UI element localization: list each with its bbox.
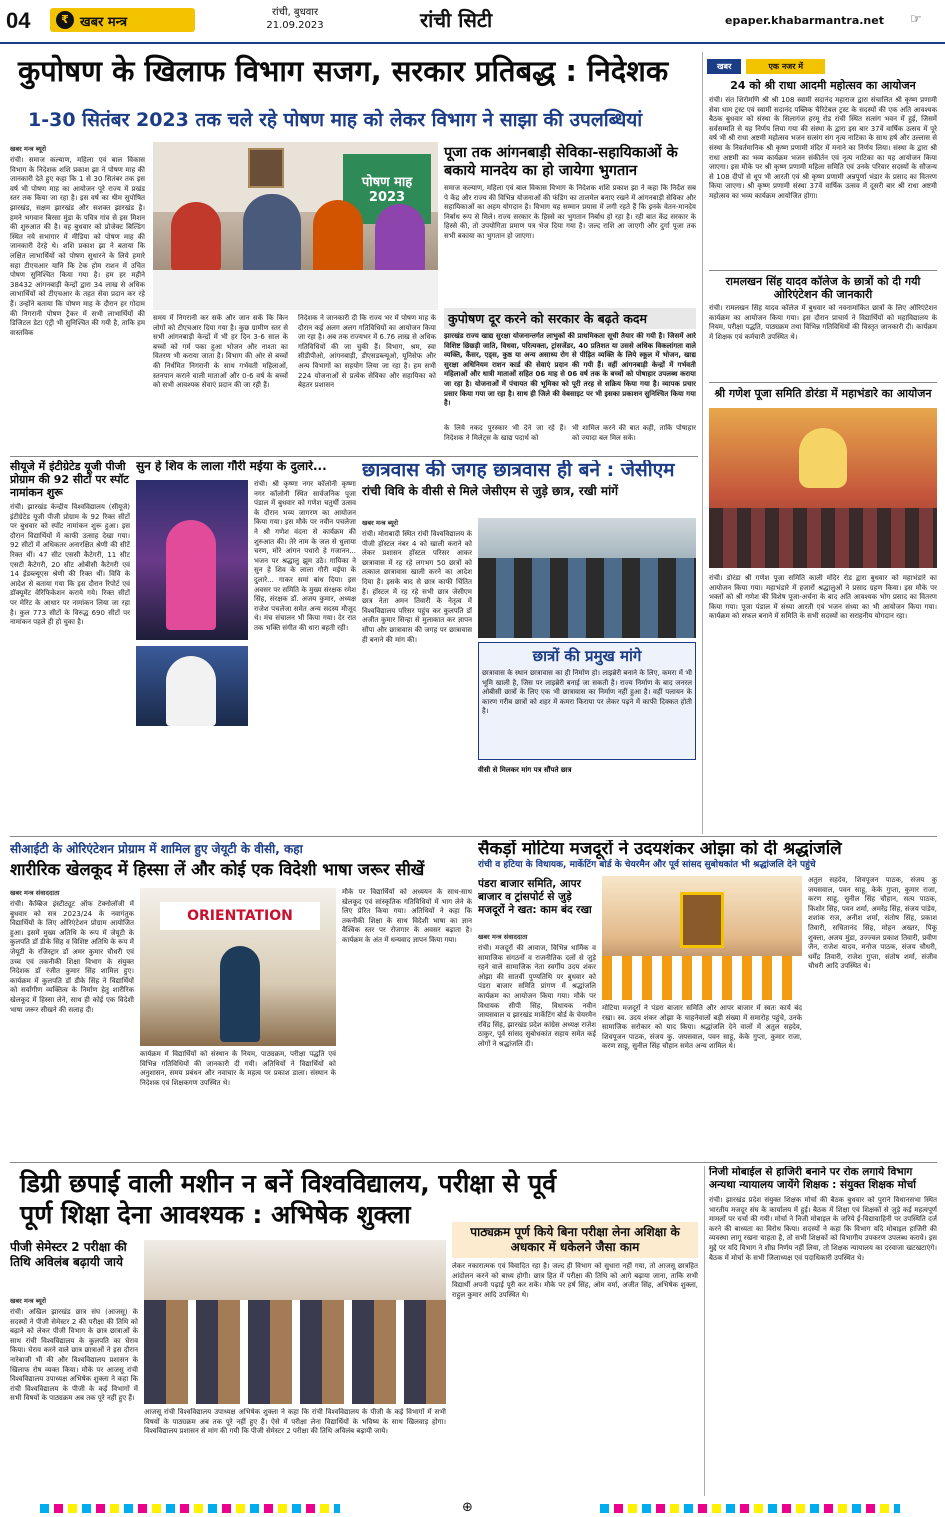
footer-color-dots-right	[600, 1504, 900, 1513]
lead-col-1: रांची। समाज कल्याण, महिला एवं बाल विकास विभाग के निदेशक शशि प्रकाश झा ने पोषण माह की जानकारी देते हुए कहा कि 1 से 30 सितंबर तक इस वर्ष भी पोषण माह का आयोजन पूरे राज्य में प्रखंड स्तर तक किया जा रहा है। इस वर्ष का थीम सुपोषित झारखंड, सक्षम झारखंड और सशक्त झारखंड है। हमने भगवान बिरसा मुंडा के पवित्र गांव से इस मिशन की शुरुआत की है। वह बुधवार को प्रोजेक्ट बिल्डिंग स्थित नये सभागार में मीडिया को पोषण माह की जानकारी देरहे थे। शशि प्रकाश झा ने बताया कि लक्षित लाभार्थियों को पोषण सुधारने के लिये हमारे सहा टीएचआर यानि कि टेक होम राशन में उचित पोषण सुनिश्चित किया गया है। हम हर महीने 38432 आंगनबाड़ी केन्द्रों द्वारा 34 लाख से अधिक लाभार्थियों को टीएचआर के तहत सेवा प्रदान कर रहे हैं। उन्होंने बताया कि पोषण माह के दौरान हर गोदाम की निगरानी पोषण ट्रैकर में सभी लाभार्थियों की डिजिटल डेटा एंट्री भी सुनिश्चित की गयी है, ताकि हम वास्तविक	[10, 156, 145, 337]
lead-photo	[153, 142, 438, 310]
degree-headline: डिग्री छपाई वाली मशीन न बनें विश्वविद्यालय, परीक्षा से पूर्व पूर्ण शिक्षा देना आवश्यक : अभिषेक शुक्ला	[20, 1169, 557, 1229]
photo-crowd	[709, 508, 937, 568]
photo-portrait-frame	[248, 148, 284, 188]
footer-color-dots	[40, 1504, 340, 1513]
sidebar-label	[707, 54, 937, 72]
ojha-body-3: अतुल सहदेव, शिवपूजन पाठक, संजय कु जयसवाल, पवन साहू, केके गुप्ता, कुमार राजा, करण साहू, सुनील सिंह चौहान, सत्य पाठक, किशोर सिंह, पवन शर्मा, अमरेंद्र सिंह, संजय पांडेय, शशांक राज, अनीश शर्मा, संतोष सिंह, प्रकाश तिवारी, सचितानंद सिंह, मोहन अख्तर, पिंकू शुक्ला, अजय मुंडा, उज्ज्वल प्रकाश तिवारी, प्रवीण जैन, राजेश यादव, मनोज पाठक, संजय चौधरी, धर्मेंद्र तिवारी, राजेश गुप्ता, संतोष शर्मा, संजीव चौधरी आदि उपस्थित थे।	[808, 876, 937, 971]
sidebar-s2-body: रांची। रामलखन सिंह यादव कॉलेज में बुधवार को नवनामांकित छात्रों के लिए ओरिएंटेशन कार्यक्रम का आयोजन किया गया। इस दौरान प्राचार्य ने विद्यार्थियों को महाविद्यालय के नियम, परीक्षा पद्धति, पाठ्यक्रम तथा विभिन्न गतिविधियों की विस्तृत जानकारी दी। कार्यक्रम में शिक्षक एवं कर्मचारी उपस्थित थे।	[709, 304, 937, 341]
photo-singer	[166, 520, 216, 630]
epaper-link[interactable]: epaper.khabarmantra.net	[725, 14, 884, 27]
hostel-photo	[478, 518, 696, 638]
pointer-icon: ☞	[910, 12, 922, 27]
lead-col-3: निदेशक ने जानकारी दी कि राज्य भर में पोषण माह के दौरान कई अलग अलग गतिविधियों का आयोजन किया जा रहा है। अब तक राज्यभर में 6.76 लाख से अधिक गतिविधियों की जा चुकी हैं। विभाग, श्रम, स्वा सीडीपीओ, आंगनबाड़ी, डीएसडब्ल्यूओ, यूनिसेफ और अन्य विभागों का सहयोग लिया जा रहा है। हम सभी 224 योजनाओं से प्रत्येक सेविका और सहायिका को बेहतर प्रशासन	[298, 314, 436, 390]
divider	[10, 1162, 937, 1163]
orient-body-3: मौके पर विद्यार्थियों को अध्ययन के साथ-साथ खेलकूद एवं सांस्कृतिक गतिविधियों में भाग लेने के लिए प्रेरित किया गया। अतिथियों ने कहा कि तकनीकी शिक्षा के साथ विदेशी भाषा का ज्ञान वैश्विक स्तर पर रोजगार के अवसर बढ़ाता है। कार्यक्रम के अंत में धन्यवाद ज्ञापन किया गया।	[342, 888, 472, 944]
footer-strip	[0, 1500, 945, 1517]
section-title: रांची सिटी	[420, 8, 493, 32]
ojha-photo	[602, 876, 802, 1000]
degree-side-head: पीजी सेमेस्टर 2 परीक्षा की तिथि अविलंब बढ़ायी जाये	[10, 1240, 127, 1269]
lead-story	[10, 52, 698, 452]
divider	[10, 836, 937, 837]
lead-byline: खबर मन्त्र ब्यूरो	[10, 145, 47, 153]
lead-col-2: समय में निगरानी कर सकें और जान सकें कि किन लोगों को टीएचआर दिया गया है। कुछ ग्रामीण स्तर से सभी आंगनबाड़ी केन्द्रों में भी हर दिन 3-6 साल के बच्चों को गर्म पका हुआ भोजन और नाश्ता का वितरण भी कराया जाता है। विभाग की ओर से बच्चों की निर्धमित निगरानी के साथ गर्भवती महिलाओं, स्तनपान कराने वाली माताओं और 0-6 वर्ष के बच्चों को सभी आवश्यक सेवाएं प्रदान की जा रही हैं।	[153, 314, 288, 390]
photo-group	[478, 558, 696, 638]
divider	[10, 456, 698, 457]
brand-name: खबर मन्त्र	[80, 15, 128, 30]
orient-story	[10, 840, 472, 1158]
mandey-story	[444, 144, 696, 304]
degree-body: रांची। अखिल झारखंड छात्र संघ (आजसू) के सदस्यों ने पीजी सेमेस्टर 2 की परीक्षा की तिथि को बढ़ाने को लेकर पीजी विभाग के छात्र छात्राओं के साथ रांची विश्वविद्यालय के कुलपति का घेराव किया। घेराव करने वाले छात्र छात्राओं ने इस दौरान नारेबाजी भी की और विश्वविद्यालय प्रशासन के खिलाफ रोष व्यक्त किया। मौके पर आजसू रांची विश्वविद्यालय उपाध्यक्ष अभिषेक शुक्ला ने कहा कि रांची विश्वविद्यालय के पीजी के कई विभागों में सभी विषयों के पाठ्यक्रम अब तक पूरे नहीं हुए हैं।	[10, 1308, 138, 1403]
sidebar-label-khabar: खबर	[707, 59, 741, 74]
hostel-headline: छात्रवास की जगह छात्रवास ही बने : जेसीएम	[362, 460, 675, 481]
pg-body: रांची। झारखंड केन्द्रीय विश्वविद्यालय (सीयूजे) इंटीग्रेटेड यूजी पीजी प्रोग्राम के 92 रिक्त सीटों पर बुधवार को स्पॉट नामांकन शुरू हुआ। इस दौरान विद्यार्थियों में काफी उत्साह देखा गया। 92 सीटों में अधिकतर अनारक्षित श्रेणी की सीटें रिक्त थीं। 47 सीट एससी कैटेगरी, 11 सीट एसटी कैटेगरी, 20 सीट ओबीसी कैटेगरी एवं 14 ईडब्ल्यूएस श्रेणी की रिक्त थीं। विवि के आदेश से बताया गया कि इस दौरान रिपोर्ट एवं डॉक्यूमेंट वेरिफिकेशन कराये गये। रिक्त सीटों पर मेरिट के आधार पर नामांकन लिया जा रहा है। कुल 773 सीटों के विरुद्ध 690 सीटों पर नामांकन पहले ही हो चुका है।	[10, 503, 130, 627]
photo-banner: पोषण माह 2023	[343, 154, 431, 224]
degree-body-2: आजसू रांची विश्वविद्यालय उपाध्यक्ष अभिषेक शुक्ला ने कहा कि रांची विश्वविद्यालय के पीजी के कई विभागों में सभी विषयों के पाठ्यक्रम अब तक पूरे नहीं हुए हैं। ऐसे में परीक्षा लेना विद्यार्थियों के भविष्य के साथ खिलवाड़ होगा। विश्वविद्यालय प्रशासन से मांग की गयी कि पीजी सेमेस्टर 2 परीक्षा की तिथि अविलंब बढ़ायी जाये।	[144, 1408, 446, 1436]
ojha-headline: सैकड़ों मोटिया मजदूरों ने उदयशंकर ओझा को दी श्रद्धांजलि	[478, 840, 842, 859]
kuposhan-story	[444, 308, 696, 420]
mandey-body: समाज कल्याण, महिला एवं बाल विकास विभाग के निदेशक शशि प्रकाश झा ने कहा कि निर्देश सब पे केंद्र और राज्य की विभिन्न योजनाओं की फंडिंग का तालमेल बनाए रखने में आंगनबाड़ी सेविका और सहायिकाओं का अहम योगदान है। विभाग यह सम्मान प्रयास में लगी रहते हैं कि इनके वेतन-मानदेय निर्बाध रूप से मिले। राज्य सरकार के हिस्से का भुगतान निर्बाध हो रहा है। रही बात केंद्र सरकार के हिस्से की, तो उपयोगिता प्रमाण पत्र भेज दिया गया है। जल्द राशि आ जाएगी और दुर्गा पूजा तक सभी बकाया का भुगतान हो जाएगा।	[444, 184, 696, 240]
hostel-caption: वीसी से मिलकर मांग पत्र सौंपते छात्र	[478, 766, 572, 774]
pg-story	[10, 460, 130, 832]
kuposhan-body: झारखंड राज्य खाद्य सुरक्षा योजनान्तर्गत लाभुकों की प्राथमिकता सूची तैयार की गयी है। जिसमें आरे विशिष्ट छिछड़ी जाति, विधवा, परित्यक्ता, ट्रांसजेंडर, 40 प्रतिशत या उससे अधिक विकलांगता वाले व्यक्ति, कैंसर, एड्स, कुष्ठ या अन्य असाध्य रोग से पीड़ित व्यक्ति के लिये स्कूल में भोजन, खाद्य सुरक्षा अधिनियम राशन कार्ड की सेवाएं प्रदान की गयी हैं। वहीं आंगनबाड़ी केन्द्रों में गर्भवती महिलाओं और धात्री माताओं सहित 06 माह से 06 वर्ष तक के बच्चों को पोषाहार उपलब्ध कराया जा रहा है। योजनाओं में पंचायत की भूमिका को पूरी तरह से सक्रिय किया गया है। व्यापक प्रचार प्रसार किया गया जा रहा है। साथ ही जिले की वेबसाइट पर भी इसका प्रकाशन सुनिश्चित किया गया है।	[444, 332, 696, 408]
shiv-photo-2	[136, 646, 248, 726]
mobile-story	[704, 1166, 937, 1496]
hostel-subhead: रांची विवि के वीसी से मिले जेसीएम से जुड़े छात्र, रखी मांगें	[362, 483, 618, 498]
photo-person-2	[243, 194, 301, 274]
lead-tail-b: भी शामिल करने की बात कही, ताकि पोषाहार को ज्यादा बल मिल सके।	[572, 424, 696, 442]
shiv-photo	[136, 480, 248, 640]
orient-headline-2: शारीरिक खेलकूद में हिस्सा लें और कोई एक विदेशी भाषा जरूर सीखें	[10, 860, 425, 879]
orient-headline-1: सीआईटी के ओरिएंटेशन प्रोग्राम में शामिल हुए जेयूटी के वीसी, कहा	[10, 842, 303, 856]
photo-person-1	[171, 202, 221, 272]
degree-story	[10, 1166, 698, 1496]
place-day: रांची, बुधवार	[271, 7, 319, 18]
degree-box-head: पाठ्यक्रम पूर्ण किये बिना परीक्षा लेना अशिक्षा के अधकार में धकेलने जैसा काम	[452, 1222, 698, 1258]
registration-mark-icon: ⊕	[462, 1500, 473, 1515]
photo-table	[153, 270, 438, 310]
orient-body-2: कार्यक्रम में विद्यार्थियों को संस्थान के नियम, पाठ्यक्रम, परीक्षा पद्धति एवं विभिन्न गतिविधियों की जानकारी दी गयी। अतिथियों ने विद्यार्थियों को अनुशासन, समय प्रबंधन और नवाचार के महत्व पर प्रकाश डाला। संस्थान के निदेशक एवं शिक्षकगण उपस्थित थे।	[140, 1050, 336, 1087]
degree-byline: खबर मन्त्र ब्यूरो	[10, 1297, 47, 1305]
demands-body: छात्रावास के स्थान छात्रावास का ही निर्माण हो। लाइब्रेरी बनाने के लिए, कमरा में भी भूमि खाली है, जिस पर लाइब्रेरी बनाई जा सकती है। राज्य निर्माण के बाद जनरल ओबीसी छात्रों के लिए एक भी छात्रावास का निर्माण नहीं हुआ है। वहीं पलायन के कारण गरीब छात्रों को शहर में कमरा किराया पर लेकर पढ़ने में काफी दिक्कत होती है।	[482, 669, 692, 716]
hostel-byline: खबर मन्त्र ब्यूरो	[362, 519, 399, 527]
mobile-body: रांची। झारखंड प्रदेश संयुक्त शिक्षक मोर्चा की बैठक बुधवार को पुराने विधानसभा स्थित भारतीय मजदूर संघ के कार्यालय में हुई। बैठक में शिक्षा एवं शिक्षकों से जुड़े कई महत्वपूर्ण मामलों पर चर्चा की गयी। मोर्चा ने निजी मोबाइल के जरिये ई-विद्यावाहिनी पर उपस्थिति दर्ज करने की बाध्यता का विरोध किया। सदस्यों ने कहा कि विभाग यदि मोबाइल हाजिरी की व्यवस्था लागू रखना चाहता है, तो सभी शिक्षकों को विभागीय उपकरण उपलब्ध कराये। इस मुद्दे पर यदि विभाग ने शीघ्र निर्णय नहीं लिया, तो शिक्षक न्यायालय का दरवाजा खटखटाएंगे। बैठक में मोर्चा के सभी जिलाध्यक्ष एवं पदाधिकारी उपस्थित थे।	[709, 1196, 937, 1262]
sidebar	[702, 52, 937, 834]
issue-date: 21.09.2023	[266, 20, 324, 31]
hostel-story	[362, 460, 698, 832]
degree-box	[452, 1222, 698, 1494]
divider	[709, 270, 937, 271]
photo-man	[166, 656, 216, 726]
mobile-headline: निजी मोबाईल से हाजिरी बनाने पर रोक लगाये विभाग अन्यथा न्यायालय जायेंगे शिक्षक : संयुक्त शिक्षक मोर्चा	[709, 1166, 916, 1191]
kuposhan-headline: कुपोषण दूर करने को सरकार के बढ़ते कदम	[444, 308, 696, 329]
photo-frame	[680, 892, 724, 948]
sidebar-s3-head: श्री गणेश पूजा समिति डोरंडा में महाभंडारे का आयोजन	[714, 387, 932, 400]
ojha-story	[478, 840, 937, 1158]
divider	[709, 382, 937, 383]
shiv-story	[136, 460, 356, 832]
orient-byline: खबर मन्त्र संवाददाता	[10, 889, 60, 897]
photo-idol	[799, 428, 847, 488]
ojha-subhead: रांची व हटिया के विधायक, मार्केटिंग बोर्ड के चेयरमैन और पूर्व सांसद सुबोधकांत भी श्रद्धांजलि देने पहुंचे	[478, 860, 816, 871]
photo-speaker	[220, 946, 260, 1042]
photo-person-3	[313, 200, 363, 274]
hostel-body: रांची। मोराबादी स्थित रांची विश्वविद्यालय के पीजी हॉस्टल नंबर 4 को खाली कराने को लेकर प्रशासन हॉस्टल परिसर आकर छात्रावास में रह रहे लगभग 50 छात्रों को तत्काल छात्रावास खाली करने का आदेश दिया है। इसके बाद से छात्र काफी चिंतित हैं। हॉस्टल में रह रहे सभी छात्र जेसीएम छात्र नेता अमन तिवारी के नेतृत्व में विश्वविद्यालय परिसर पहुंच कर कुलपति डॉ अजीत कुमार सिन्हा से मुलाकात कर ज्ञापन सौंपा और छात्रावास की जगह पर छात्रावास ही बनाने की मांग की।	[362, 530, 472, 644]
dateline	[240, 6, 350, 32]
photo-protest-group	[144, 1300, 446, 1404]
photo-person-4	[375, 204, 425, 274]
mandey-headline: पूजा तक आंगनबाड़ी सेविका-सहायिकाओं के बकाये मानदेय का हो जायेगा भुगतान	[444, 145, 678, 179]
sidebar-s1-head: 24 को श्री राधा आदमी महोत्सव का आयोजन	[730, 79, 916, 92]
demands-headline: छात्रों की प्रमुख मांगे	[532, 647, 642, 665]
degree-box-body: लेकर नकारात्मक एवं विवादित रहा है। जल्द ही विभाग को सुधारा नहीं गया, तो आजसू छात्रहित आंदोलन करने को बाध्य होगी। छात्र हित में परीक्षा की तिथि को आगे बढ़ाया जाना, ताकि सभी विद्यार्थी अपनी पढ़ाई पूरी कर सकें। मौके पर हर्ष सिंह, ओम वर्मा, अजीत सिंह, अभिषेक शुक्ला, राहुल कुमार आदि उपस्थित थे।	[452, 1262, 698, 1299]
shiv-headline: सुन हे शिव के लाला गौरी मईया के दुलारे...	[136, 460, 327, 473]
sidebar-s3-photo	[709, 408, 937, 568]
brand-box	[50, 8, 195, 32]
shiv-body: रांची। श्री कृष्णा नगर कॉलोनी कृष्णा नगर कॉलोनी स्थित सार्वजनिक पूजा पंडाल में बुधवार को गणेश चतुर्थी उत्सव के दौरान भव्य जागरण का आयोजन किया गया। इस मौके पर नवीन पचलेजा ने श्री गणेश वंदना से कार्यक्रम की शुरुआत की। तेरे नाम के जल से धुलाया चरण, मोरे आंगन पधारो हे गजानन... भजन पर श्रद्धालु झूम उठे। गायिका ने सुन हे शिव के लाला गौरी मईया के दुलारे... गाकर समां बांध दिया। इस अवसर पर समिति के मुख्य संरक्षक रमेश सिंह, संरक्षक डॉ. अजय कुमार, अध्यक्ष राजेश पचलेजा समेत अन्य सदस्य मौजूद थे। मंच संचालन भी किया गया। देर रात तक भक्ति संगीत की धारा बहती रही।	[254, 480, 356, 632]
ojha-body-2: मोटिया मजदूरों ने पंडरा बाजार समिति और आपर बाजार में स्वतः कार्य बंद रखा। स्व. उदय शंकर ओझा के चाहनेवालों बड़ी संख्या में समारोह पहुंचे, उनके सामाजिक सरोकार को याद किया। श्रद्धांजलि देने वालों में अतुल सहदेव, शिवपूजन पाठक, संजय कु. जयसवाल, पवन साहू, केके गुप्ता, कुमार राजा, करण साहू, सुनील सिंह चौहान समेत अन्य शामिल थे।	[602, 1004, 802, 1051]
pg-headline: सीयूजे में इंटीग्रेटेड यूजी पीजी प्रोग्राम की 92 सीटों पर स्पॉट नामांकन शुरू	[10, 460, 129, 499]
ojha-side-head: पंडरा बाजार समिति, आपर बाजार व ट्रांसपोर्ट से जुड़े मजदूरों ने खत: काम बंद रखा	[478, 878, 592, 916]
photo-garlands	[602, 956, 802, 1000]
sidebar-s1-body: रांची। संत शिरोमणि श्री श्री 108 स्वामी सदानंद महाराज द्वारा संचालित श्री कृष्ण प्रणामी सेवा धाम ट्रस्ट एवं स्वामी सदानंद पब्लिक चैरिटेबल ट्रस्ट के सदस्यों की एक अति आवश्यक बैठक बुधवार को संस्था के सिलागंज हरमू रोड रांची स्थित सत्संग भवन में हुई, जिसमें सर्वसम्मति से यह निर्णय लिया गया की संस्था के द्वारा इस बार 37वें वार्षिक उत्सव में पूरे वर्ष भी श्री राधा अष्टमी महोत्सव भजन सत्संग संग नृत्य नाटिका के साथ हर्ष और उल्लास से संस्था के निवर्तमानिक श्री कृष्ण प्रणामी मंदिर में मनाने का निर्णय लिया। संस्था के द्वारा श्री राधा अष्टमी का भव्य कार्यक्रम भजन संकीर्तन एवं नृत्य नाटिका का यह आयोजन किया जाएगा। इस मौके पर श्री कृष्ण प्रणामी महिला समिति एवं उनके परिवार सदस्यों के सौजन्य से 108 दीपों से धूप भी आरती एवं श्री कृष्ण प्रणामी अन्नपूर्णा भंडार के प्रसाद का वितरण किया जाएगा। श्री कृष्ण प्रणामी संस्था 37वें वार्षिक उत्सव में दूसरी बार श्री राधा अष्टमी महोत्सव का भव्य कार्यक्रम आयोजित होगा।	[709, 96, 937, 200]
lead-headline: कुपोषण के खिलाफ विभाग सजग, सरकार प्रतिबद्ध : निदेशक	[18, 54, 669, 88]
demands-box	[478, 642, 696, 760]
ojha-body: रांची। मजदूरों की आवाज, विभिन्न धार्मिक व सामाजिक संगठनों व राजनीतिक दलों से जुड़े रहने वाले सामाजिक नेता स्वर्गीय उदय शंकर ओझा की सातवीं पुण्यतिथि पर बुधवार को पंडरा बाजार समिति प्रांगण में श्रद्धांजलि कार्यक्रम का आयोजन किया गया। मौके पर विधायक सीपी सिंह, विधायक नवीन जायसवाल व झारखंड मार्केटिंग बोर्ड के चेयरमैन रविंद्र सिंह, झारखंड प्रदेश कांग्रेस अध्यक्ष राजेश ठाकुर, पूर्व सांसद सुबोधकांत सहाय समेत कई लोगों ने श्रद्धांजलि दी।	[478, 944, 596, 1048]
orient-photo	[140, 888, 336, 1046]
orient-body: रांची। कैम्ब्रिज इंस्टीट्यूट ऑफ टेक्नोलॉजी में बुधवार को सत्र 2023/24 के नवागंतुक विद्यार्थियों के लिए ओरिएंटेशन प्रोग्राम आयोजित हुआ। इसमें मुख्य अतिथि के रूप में जेयूटी के कुलपति डॉ डीके सिंह व विशिष्ट अतिथि के रूप में जेयूटी के रजिस्ट्रार डॉ अमर कुमार चौधरी एवं उच्च एवं तकनीकी शिक्षा विभाग के संयुक्त निदेशक डॉ रंजीत कुमार सिंह शामिल हुए। कार्यक्रम में कुलपति डॉ डीके सिंह ने विद्यार्थियों को सर्वांगीण व्यक्तित्व के निर्माण हेतु शारीरिक खेलकूद में हिस्सा लेने, साथ ही कोई एक विदेशी भाषा जरूर सीखने की सलाह दी।	[10, 900, 134, 1014]
ojha-byline: खबर मन्त्र संवाददाता	[478, 933, 528, 941]
masthead	[0, 0, 945, 44]
lead-subhead: 1-30 सितंबर 2023 तक चले रहे पोषण माह को लेकर विभाग ने साझा की उपलब्धियां	[28, 109, 643, 131]
orient-banner: ORIENTATION	[160, 902, 320, 930]
sidebar-s3-body: रांची। डोरंडा श्री गणेश पूजा समिति काली मंदिर रोड द्वारा बुधवार को महाभंडारे का आयोजन किया गया। महाभंडारे में हजारों श्रद्धालुओं ने प्रसाद ग्रहण किया। इस मौके पर भक्तों को श्री गणेश की विशेष पूजा-अर्चना के बाद अति आवश्यक भोग प्रसाद का वितरण किया गया। पूजा पंडाल में संध्या आरती एवं भजन संध्या का भी आयोजन किया गया। कार्यक्रम को सफल बनाने में समिति के सभी सदस्यों का सराहनीय योगदान रहा।	[709, 574, 937, 621]
sidebar-s2-head: रामलखन सिंह यादव कॉलेज के छात्रों को दी गयी ओरिएंटेशन की जानकारी	[725, 275, 921, 301]
sidebar-label-title: एक नजर में	[746, 59, 825, 74]
page-number: 04	[6, 8, 31, 33]
lead-tail-a: के लिये नकद पुरस्कार भी देने जा रहे हैं। निदेशक ने मिलेट्स के खाद्य पदार्थ को	[444, 424, 566, 442]
brand-logo-icon: ₹	[56, 11, 74, 29]
degree-photo	[144, 1240, 446, 1404]
